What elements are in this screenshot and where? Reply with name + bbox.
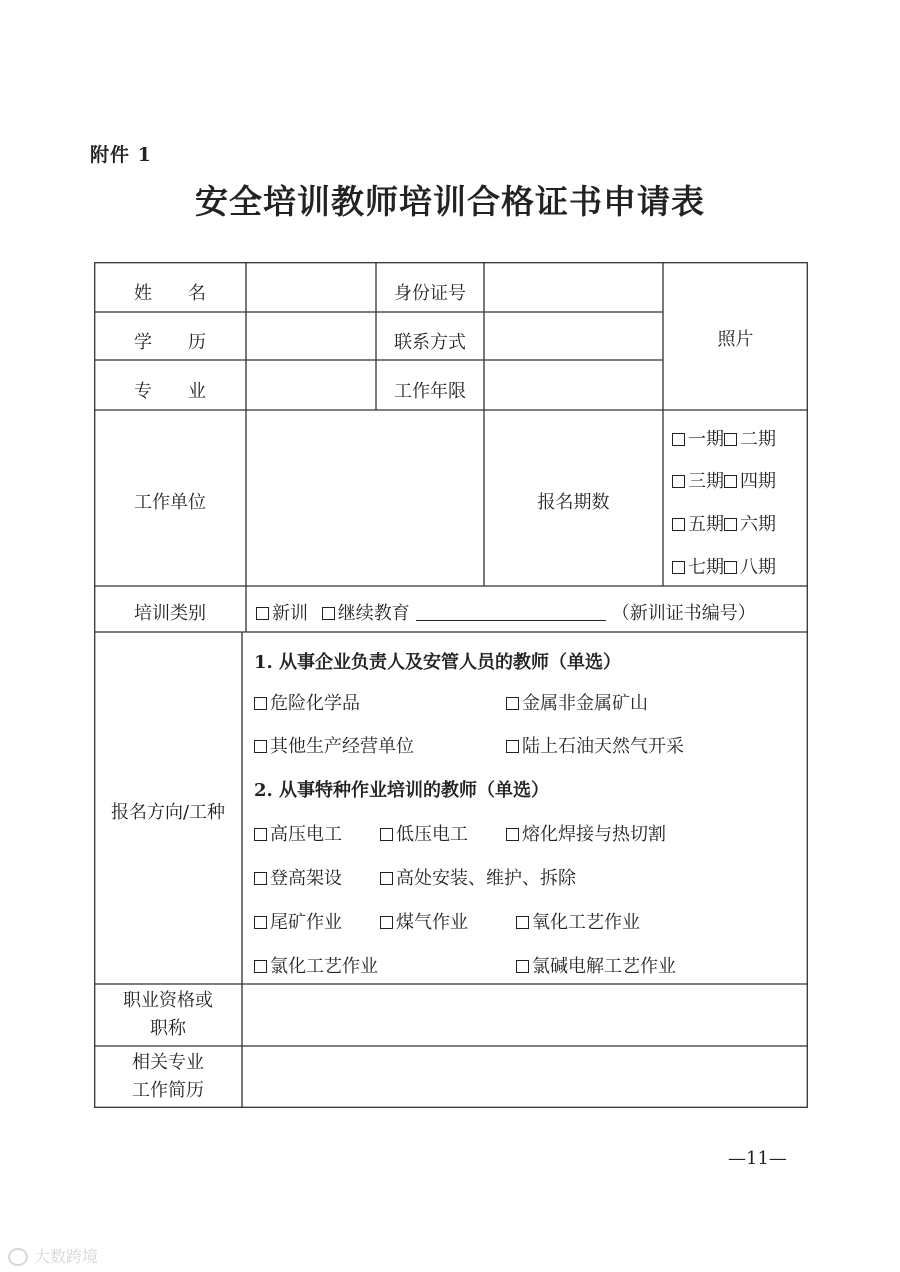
label-work-unit: 工作单位	[134, 492, 206, 513]
watermark: 大数跨境	[8, 1244, 98, 1267]
checkbox[interactable]	[254, 960, 267, 973]
label-photo: 照片	[717, 329, 754, 350]
label-work-years: 工作年限	[394, 381, 466, 402]
option-other-production: 其他生产经营单位	[254, 736, 414, 758]
label-id-number: 身份证号	[394, 283, 466, 304]
label-qualification-2: 职称	[150, 1018, 186, 1039]
period-option: 六期	[740, 514, 776, 535]
label-qualification-1: 职业资格或	[123, 990, 213, 1011]
checkbox[interactable]	[322, 607, 335, 620]
label-resume-1: 相关专业	[132, 1052, 204, 1073]
watermark-icon	[8, 1248, 28, 1266]
label-resume-2: 工作简历	[132, 1080, 204, 1101]
checkbox[interactable]	[506, 828, 519, 841]
checkbox[interactable]	[506, 740, 519, 753]
option-tailings: 尾矿作业	[254, 912, 342, 934]
checkbox[interactable]	[724, 518, 737, 531]
period-row-1	[672, 429, 776, 451]
label-name: 姓 名	[134, 283, 206, 304]
option-climbing: 登高架设	[254, 868, 342, 890]
label-major: 专 业	[134, 381, 206, 402]
period-row-3	[672, 514, 776, 536]
checkbox[interactable]	[672, 433, 685, 446]
checkbox[interactable]	[516, 960, 529, 973]
period-row-4	[672, 557, 776, 579]
period-option: 五期	[688, 514, 724, 535]
option-chlor-alkali: 氯碱电解工艺作业	[516, 956, 676, 978]
checkbox[interactable]	[254, 872, 267, 885]
checkbox[interactable]	[256, 607, 269, 620]
checkbox[interactable]	[380, 916, 393, 929]
option-high-voltage: 高压电工	[254, 824, 342, 846]
option-oxidation: 氧化工艺作业	[516, 912, 640, 934]
option-welding: 熔化焊接与热切割	[506, 824, 666, 846]
checkbox[interactable]	[516, 916, 529, 929]
option-gas: 煤气作业	[380, 912, 468, 934]
checkbox[interactable]	[506, 697, 519, 710]
period-option: 七期	[688, 557, 724, 578]
checkbox[interactable]	[724, 475, 737, 488]
checkbox[interactable]	[724, 433, 737, 446]
attachment-label: 附件 1	[90, 144, 152, 166]
option-new: 新训	[272, 603, 308, 624]
label-education: 学 历	[134, 332, 206, 353]
option-metal-mining: 金属非金属矿山	[506, 693, 648, 715]
period-option: 八期	[740, 557, 776, 578]
checkbox[interactable]	[672, 518, 685, 531]
form-title: 安全培训教师培训合格证书申请表	[195, 182, 705, 221]
checkbox[interactable]	[254, 740, 267, 753]
option-low-voltage: 低压电工	[380, 824, 468, 846]
checkbox[interactable]	[254, 828, 267, 841]
option-continuing: 继续教育	[337, 603, 410, 624]
option-chlorination: 氯化工艺作业	[254, 956, 378, 978]
application-form	[94, 262, 808, 1108]
checkbox[interactable]	[380, 828, 393, 841]
checkbox[interactable]	[672, 561, 685, 574]
period-option: 三期	[688, 471, 724, 492]
label-period: 报名期数	[537, 492, 610, 513]
checkbox[interactable]	[254, 916, 267, 929]
training-type-options	[256, 603, 756, 625]
period-row-2	[672, 471, 776, 493]
checkbox[interactable]	[380, 872, 393, 885]
checkbox[interactable]	[672, 475, 685, 488]
option-onshore-oil-gas: 陆上石油天然气开采	[506, 736, 684, 758]
page-number: —11—	[728, 1148, 787, 1169]
section1-heading: 1. 从事企业负责人及安管人员的教师（单选）	[254, 652, 622, 673]
cert-number-line[interactable]	[416, 604, 606, 621]
label-direction: 报名方向/工种	[110, 802, 226, 823]
label-contact: 联系方式	[394, 332, 466, 353]
checkbox[interactable]	[724, 561, 737, 574]
period-option: 二期	[740, 429, 776, 450]
cert-number-note: （新训证书编号）	[611, 603, 756, 624]
option-hazardous-chemicals: 危险化学品	[254, 693, 360, 715]
period-option: 四期	[740, 471, 776, 492]
section2-heading: 2. 从事特种作业培训的教师（单选）	[254, 780, 550, 801]
option-height-install: 高处安装、维护、拆除	[380, 868, 576, 890]
checkbox[interactable]	[254, 697, 267, 710]
label-training-type: 培训类别	[134, 603, 206, 624]
period-option: 一期	[688, 429, 724, 450]
